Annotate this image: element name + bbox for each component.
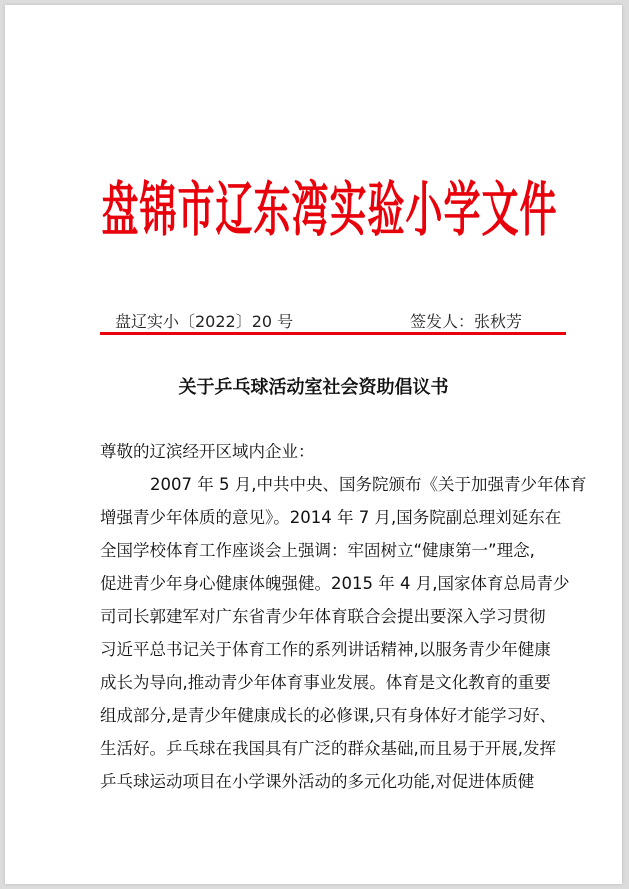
document-number: 盘辽实小〔2022〕20 号 — [115, 312, 294, 331]
body-line: 全国学校体育工作座谈会上强调：牢固树立“健康第一”理念, — [100, 541, 535, 560]
body-line: 成长为导向,推动青少年体育事业发展。体育是文化教育的重要 — [100, 673, 551, 692]
body-line: 习近平总书记关于体育工作的系列讲话精神,以服务青少年健康 — [100, 640, 551, 659]
document-masthead: 盘锦市辽东湾实验小学文件 — [101, 173, 558, 245]
document-page — [5, 5, 622, 884]
document-title: 关于乒乓球活动室社会资助倡议书 — [178, 377, 449, 398]
body-line: 生活好。乒乓球在我国具有广泛的群众基础,而且易于开展,发挥 — [100, 739, 556, 758]
body-line: 增强青少年体质的意见》。2014 年 7 月,国务院副总理刘延东在 — [100, 508, 562, 527]
red-divider — [100, 332, 566, 335]
body-line: 组成部分,是青少年健康成长的必修课,只有身体好才能学习好、 — [100, 706, 556, 725]
body-line: 促进青少年身心健康体魄强健。2015 年 4 月,国家体育总局青少 — [100, 574, 570, 593]
body-line: 2007 年 5 月,中共中央、国务院颁布《关于加强青少年体育 — [150, 475, 587, 494]
body-line: 乒乓球运动项目在小学课外活动的多元化功能,对促进体质健 — [100, 772, 535, 791]
body-line: 司司长郭建军对广东省青少年体育联合会提出要深入学习贯彻 — [100, 607, 546, 626]
signer: 签发人：张秋芳 — [410, 312, 523, 331]
greeting: 尊敬的辽滨经开区域内企业： — [100, 442, 315, 461]
